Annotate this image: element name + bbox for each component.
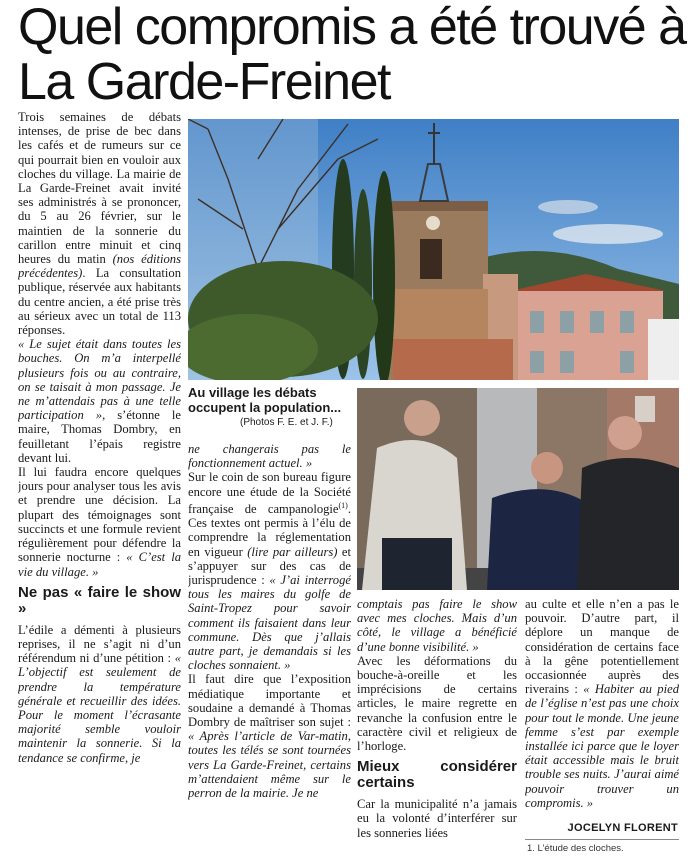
footnote: 1. L’étude des cloches. bbox=[527, 843, 624, 854]
photo-credit: (Photos F. E. et J. F.) bbox=[240, 417, 333, 428]
author-byline: JOCELYN FLORENT bbox=[567, 822, 678, 834]
people-photo bbox=[357, 388, 679, 590]
article-column-4 bbox=[525, 597, 679, 819]
paragraph: Car la municipalité n’a jamais eu la volonté d’interférer sur les sonneries liées bbox=[357, 797, 517, 840]
headline: Quel compromis a été trouvé à La Garde-Freinet bbox=[18, 0, 686, 111]
paragraph: « Le sujet était dans toutes les bouches. On m’a interpellé plusieurs fois ou au contraire, on se taisait à mon passage. Je ne m’attendais pas à une telle participation », s’étonne le maire, Thomas Dombry, en feuilletant l’épais registre devant lui. bbox=[18, 337, 181, 465]
village-photo bbox=[188, 119, 679, 380]
paragraph: L’édile a démenti à plusieurs reprises, il ne s’agit ni d’un référendum ni d’une pétition : « L’objectif est seulement de prendre la température générale et recueillir des idées. Pour le moment l’écrasante majorité semble vouloir maintenir la sonnerie. Si la tendance se confirme, je bbox=[18, 622, 181, 765]
article-column-1 bbox=[18, 110, 181, 856]
subheading: Mieux considérer certains bbox=[357, 758, 517, 792]
paragraph: au culte et elle n’en a pas le pouvoir. D’autre part, il déplore un manque de considération de certains face à la gêne potentiellement occasionnée auprès des riverains : « Habiter au pied de l’église n’est pas une choix pour tout le monde. Une jeune femme s’est par exemple installée ici parce que le loyer était accessible mais le bruit trouble ses nuits. J’aurai aimé pouvoir trouver un compromis. » bbox=[525, 597, 679, 810]
paragraph: comptais pas faire le show avec mes cloches. Mais d’un côté, le village a bénéficié d’une bonne visibilité. » bbox=[357, 597, 517, 654]
paragraph: ne changerais pas le fonctionnement actuel. » bbox=[188, 442, 351, 471]
paragraph: Il faut dire que l’exposition médiatique importante et soudaine a demandé à Thomas Dombry de maîtriser son sujet : « Après l’article de Var-matin, toutes les télés se sont tournées vers La Garde-Freinet, certains m’attendaient même sur le perron de la mairie. Je ne bbox=[188, 672, 351, 801]
photo-caption-title: Au village les débats occupent la population... bbox=[188, 385, 342, 415]
paragraph: Il lui faudra encore quelques jours pour analyser tous les avis et prendre une décision. La plupart des témoignages sont succincts et une formule revient régulièrement pour défendre la sonnerie nocturne : « C’est la vie du village. » bbox=[18, 465, 181, 579]
people-photo-image bbox=[357, 388, 679, 590]
paragraph: Sur le coin de son bureau figure encore une étude de la Société française de campanologie$^{(1)}$. Ces textes ont permis à l’élu de comprendre la réglementation en vigueur (lire par ailleurs) et s’appuyer sur des cas de jurisprudence : « J’ai interrogé tous les maires du golfe de Saint-Tropez pour savoir comment ils faisaient dans leur commune. Dès que j’allais autre part, je demandais si les cloches sonnaient. » bbox=[188, 470, 351, 673]
paragraph: Trois semaines de débats intenses, de prise de bec dans les cafés et de rumeurs sur ce qui pourrait bien en vouloir aux cloches du village. La mairie de La Garde-Freinet avait invité ses administrés à se prononcer, du 5 au 26 février, sur le maintien de la sonnerie du carillon entre minuit et cinq heures du matin (nos éditions précédentes). La consultation publique, réservée aux habitants du centre ancien, a été prise très au sérieux avec un total de 113 réponses. bbox=[18, 110, 181, 338]
subheading: Ne pas « faire le show » bbox=[18, 583, 181, 617]
article-column-2 bbox=[188, 442, 351, 856]
paragraph: Avec les déformations du bouche-à-oreille et les imprécisions de certains articles, le maire regrette en revanche la confusion entre le caractère civil et religieux de l’horloge. bbox=[357, 653, 517, 754]
village-photo-image bbox=[188, 119, 679, 380]
article-column-3 bbox=[357, 597, 517, 856]
divider bbox=[525, 839, 679, 840]
